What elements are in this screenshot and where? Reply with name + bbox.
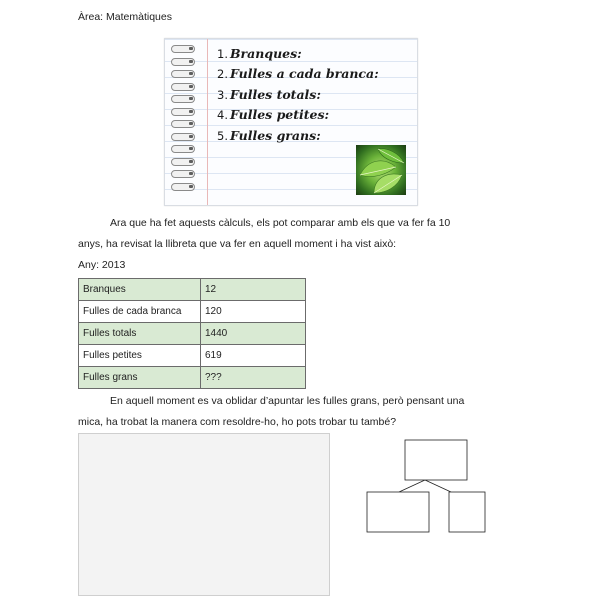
table-cell-key: Fulles de cada branca — [79, 301, 201, 323]
table-cell-key: Fulles petites — [79, 345, 201, 367]
table-cell-value: 619 — [201, 345, 306, 367]
leaf-icon — [356, 145, 406, 195]
spiral-ring — [169, 68, 197, 81]
table-cell-value: 120 — [201, 301, 306, 323]
spiral-ring — [169, 156, 197, 169]
spiral-ring — [169, 106, 197, 119]
diagram-connector-right — [425, 480, 451, 492]
diagram-box-right[interactable] — [449, 492, 485, 532]
diagram-box-top[interactable] — [405, 440, 467, 480]
table-row — [79, 279, 306, 301]
spiral-ring — [169, 93, 197, 106]
spiral-ring — [169, 56, 197, 69]
diagram-connector-left — [399, 480, 425, 492]
paragraph-question-line1: En aquell moment es va oblidar d’apuntar les fulles grans, però pensant una — [110, 395, 465, 407]
notebook-item-fulles-totals: 3. Fulles totals: — [217, 86, 321, 102]
spiral-binding — [169, 43, 197, 193]
notebook-item-fulles-branca: 2. Fulles a cada branca: — [217, 66, 379, 82]
table-row — [79, 301, 306, 323]
table-cell-value: ??? — [201, 367, 306, 389]
tree-diagram — [365, 440, 485, 535]
data-table — [78, 278, 306, 389]
paragraph-intro — [78, 213, 518, 255]
area-label: Àrea: Matemàtiques — [78, 11, 172, 23]
notebook-image — [164, 38, 418, 206]
table-cell-key: Fulles grans — [79, 367, 201, 389]
table-cell-key: Fulles totals — [79, 323, 201, 345]
paragraph-intro-line2: anys, ha revisat la llibreta que va fer en aquell moment i ha vist això: — [78, 238, 397, 250]
table-cell-value: 12 — [201, 279, 306, 301]
diagram-box-left[interactable] — [367, 492, 429, 532]
table-cell-key: Branques — [79, 279, 201, 301]
notebook-item-fulles-petites: 4. Fulles petites: — [217, 107, 330, 123]
spiral-ring — [169, 81, 197, 94]
spiral-ring — [169, 118, 197, 131]
work-area[interactable] — [78, 433, 330, 596]
leaf-photo — [356, 145, 406, 195]
table-row — [79, 345, 306, 367]
paragraph-question — [78, 391, 518, 433]
paragraph-question-line2: mica, ha trobat la manera com resoldre-ho, ho pots trobar tu també? — [78, 416, 397, 428]
year-label: Any: 2013 — [78, 259, 126, 271]
notebook-list — [217, 44, 379, 146]
table-row — [79, 367, 306, 389]
spiral-ring — [169, 181, 197, 194]
paragraph-intro-line1: Ara que ha fet aquests càlculs, els pot comparar amb els que va fer fa 10 — [110, 217, 451, 229]
table-row — [79, 323, 306, 345]
spiral-ring — [169, 143, 197, 156]
notebook-margin-line — [207, 39, 208, 205]
spiral-ring — [169, 43, 197, 56]
spiral-ring — [169, 131, 197, 144]
notebook-item-branques: 1. Branques: — [217, 46, 302, 61]
table-cell-value: 1440 — [201, 323, 306, 345]
spiral-ring — [169, 168, 197, 181]
notebook-item-fulles-grans: 5. Fulles grans: — [217, 127, 321, 143]
